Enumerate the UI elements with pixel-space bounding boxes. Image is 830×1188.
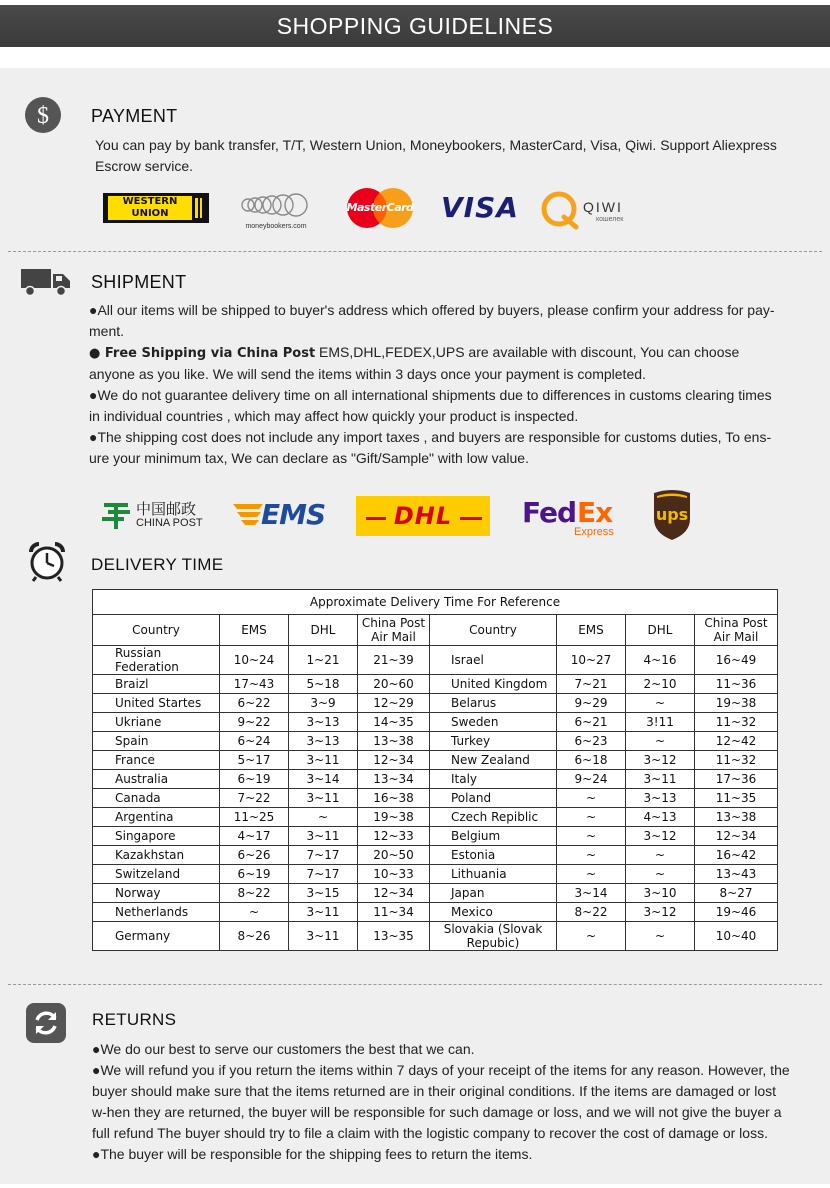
alarm-clock-icon (26, 540, 68, 582)
country-cell: Canada (93, 789, 220, 808)
china-post-cell: 11~32 (695, 713, 778, 732)
dhl-cell: 3~9 (289, 694, 358, 713)
ems-cell: ~ (557, 865, 626, 884)
country-cell: United Kingdom (430, 675, 557, 694)
returns-title: RETURNS (92, 1010, 177, 1029)
country-cell: Braizl (93, 675, 220, 694)
shipment-paragraph-1: ●All our items will be shipped to buyer's address which offered by buyers, please confirm your address for pay-ment. (89, 302, 775, 339)
dhl-cell: 3~13 (289, 713, 358, 732)
moneybookers-logo (240, 192, 312, 230)
country-cell: Poland (430, 789, 557, 808)
dhl-cell: 3~11 (289, 827, 358, 846)
dhl-cell: ~ (626, 846, 695, 865)
country-cell: Kazakhstan (93, 846, 220, 865)
ems-cell: 8~26 (220, 922, 289, 951)
ems-cell: 3~14 (557, 884, 626, 903)
header-ems: EMS (557, 615, 626, 646)
china-post-english: CHINA POST (136, 517, 203, 529)
china-post-cell: 12~29 (358, 694, 430, 713)
dhl-cell: ~ (626, 865, 695, 884)
table-row (93, 884, 778, 903)
country-cell: Italy (430, 770, 557, 789)
china-post-cell: 12~33 (358, 827, 430, 846)
qiwi-logo (540, 189, 635, 231)
header-ems: EMS (220, 615, 289, 646)
country-cell: Netherlands (93, 903, 220, 922)
dhl-cell: 3~12 (626, 751, 695, 770)
china-post-cell: 12~34 (358, 751, 430, 770)
shipment-title: SHIPMENT (91, 272, 187, 292)
header-dhl: DHL (289, 615, 358, 646)
china-post-cell: 20~60 (358, 675, 430, 694)
ems-cell: ~ (220, 903, 289, 922)
dollar-icon (24, 96, 62, 134)
ems-cell: ~ (557, 846, 626, 865)
ems-cell: ~ (557, 922, 626, 951)
visa-logo: VISA (441, 191, 519, 224)
mastercard-text: MasterCard (346, 201, 414, 214)
dhl-cell: 3~13 (626, 789, 695, 808)
china-post-chinese: 中国邮政 (136, 500, 197, 518)
ems-cell: 6~21 (557, 713, 626, 732)
header-country: Country (430, 615, 557, 646)
table-row (93, 922, 778, 951)
china-post-cell: 19~38 (358, 808, 430, 827)
returns-paragraph-3: ●The buyer will be responsible for the shipping fees to return the items. (92, 1146, 533, 1162)
shipment-paragraph-3: ●We do not guarantee delivery time on all international shipments due to differences in customs clearing times in individual countries , which may affect how quickly your product is inspected. (89, 387, 772, 424)
china-post-logo (100, 497, 212, 533)
dhl-cell: 1~21 (289, 646, 358, 675)
dhl-cell: 7~17 (289, 865, 358, 884)
table-row (93, 646, 778, 675)
country-cell: Belgium (430, 827, 557, 846)
china-post-cell: 20~50 (358, 846, 430, 865)
dhl-cell: 3~11 (289, 751, 358, 770)
china-post-cell: 17~36 (695, 770, 778, 789)
dhl-cell: 3~13 (289, 732, 358, 751)
western-union-logo (103, 193, 209, 223)
country-cell: Ukriane (93, 713, 220, 732)
dhl-cell: 3~11 (289, 903, 358, 922)
ems-cell: 6~18 (557, 751, 626, 770)
ems-cell: 8~22 (557, 903, 626, 922)
payment-title: PAYMENT (91, 106, 178, 126)
ems-cell: ~ (557, 827, 626, 846)
returns-text (92, 1039, 794, 1165)
shipment-text (89, 300, 779, 469)
dhl-cell: 3~12 (626, 903, 695, 922)
ems-cell: 9~24 (557, 770, 626, 789)
table-row (93, 827, 778, 846)
country-cell: United Startes (93, 694, 220, 713)
returns-paragraph-2: ●We will refund you if you return the items within 7 days of your receipt of the items for any reason. However, the buyer should make sure that the items returned are in their original conditions. If the items are damaged or lost w-hen they are returned, the buyer will be responsible for such damage or loss, and we will not give the buyer a full refund The buyer should try to file a claim with the logistic company to recover the cost of damage or loss. (92, 1062, 790, 1141)
china-post-cell: 11~35 (695, 789, 778, 808)
ems-cell: 6~26 (220, 846, 289, 865)
dhl-cell: ~ (626, 694, 695, 713)
dhl-cell: ~ (289, 808, 358, 827)
china-post-cell: 11~34 (358, 903, 430, 922)
ems-cell: 6~19 (220, 770, 289, 789)
china-post-cell: 16~49 (695, 646, 778, 675)
dhl-cell: 5~18 (289, 675, 358, 694)
ems-cell: 6~24 (220, 732, 289, 751)
ems-cell: 7~21 (557, 675, 626, 694)
table-row (93, 808, 778, 827)
dhl-cell: 3~11 (289, 922, 358, 951)
country-cell: Norway (93, 884, 220, 903)
ems-cell: 17~43 (220, 675, 289, 694)
china-post-cell: 10~40 (695, 922, 778, 951)
ems-cell: ~ (557, 789, 626, 808)
dhl-cell: 7~17 (289, 846, 358, 865)
country-cell: Spain (93, 732, 220, 751)
ems-cell: 9~22 (220, 713, 289, 732)
ems-cell: 11~25 (220, 808, 289, 827)
china-post-cell: 10~33 (358, 865, 430, 884)
china-post-cell: 21~39 (358, 646, 430, 675)
shipment-paragraph-4: ●The shipping cost does not include any import taxes , and buyers are responsible for customs duties, To ens-ure your minimum tax, We can declare as "Gift/Sample" with low value. (89, 429, 772, 466)
divider (8, 984, 822, 985)
china-post-cell: 14~35 (358, 713, 430, 732)
table-row (93, 789, 778, 808)
country-cell: Argentina (93, 808, 220, 827)
divider (8, 251, 822, 252)
ems-cell: 10~27 (557, 646, 626, 675)
header-china-post: China Post Air Mail (695, 615, 778, 646)
ems-cell: 6~23 (557, 732, 626, 751)
dhl-cell: 3~14 (289, 770, 358, 789)
country-cell: France (93, 751, 220, 770)
mastercard-logo (345, 187, 415, 229)
dhl-cell: ~ (626, 732, 695, 751)
dhl-cell: 3~15 (289, 884, 358, 903)
ems-cell: 6~19 (220, 865, 289, 884)
banner-title: SHOPPING GUIDELINES (276, 13, 554, 39)
western-union-line2: UNION (131, 208, 169, 219)
table-row (93, 770, 778, 789)
country-cell: Lithuania (430, 865, 557, 884)
country-cell: Turkey (430, 732, 557, 751)
header-china-post: China Post Air Mail (358, 615, 430, 646)
dhl-cell: 4~13 (626, 808, 695, 827)
dhl-text: DHL (393, 502, 453, 530)
country-cell: New Zealand (430, 751, 557, 770)
china-post-cell: 8~27 (695, 884, 778, 903)
ems-cell: 4~17 (220, 827, 289, 846)
dhl-cell: ~ (626, 922, 695, 951)
table-row (93, 903, 778, 922)
qiwi-circle-icon (540, 189, 582, 231)
country-cell: Japan (430, 884, 557, 903)
china-post-cell: 16~38 (358, 789, 430, 808)
country-cell: Czech Repiblic (430, 808, 557, 827)
china-post-cell: 12~42 (695, 732, 778, 751)
ems-cell: 5~17 (220, 751, 289, 770)
china-post-cell: 19~38 (695, 694, 778, 713)
dhl-cell: 3~10 (626, 884, 695, 903)
dhl-cell: 4~16 (626, 646, 695, 675)
fedex-logo (522, 496, 622, 540)
china-post-cell: 12~34 (358, 884, 430, 903)
china-post-cell: 11~32 (695, 751, 778, 770)
table-row (93, 846, 778, 865)
country-cell: Belarus (430, 694, 557, 713)
shipment-paragraph-2-rest: EMS,DHL,FEDEX,UPS are available with discount, You can choose anyone as you like. We will send the items within 3 days once your payment is completed. (89, 344, 740, 382)
country-cell: Sweden (430, 713, 557, 732)
delivery-title: DELIVERY TIME (91, 555, 224, 574)
dhl-cell: 3~12 (626, 827, 695, 846)
country-cell: Mexico (430, 903, 557, 922)
china-post-cell: 19~46 (695, 903, 778, 922)
country-cell: Slovakia (Slovak Repubic) (430, 922, 557, 951)
table-row (93, 865, 778, 884)
country-cell: Israel (430, 646, 557, 675)
table-row (93, 675, 778, 694)
table-row (93, 694, 778, 713)
fedex-ex-text: Ex (577, 496, 613, 529)
ups-text: ups (655, 505, 689, 524)
table-row (93, 751, 778, 770)
ems-cell: ~ (557, 808, 626, 827)
dhl-logo (356, 496, 490, 536)
qiwi-subtext: кошелек (596, 216, 624, 223)
fedex-express-text: Express (574, 526, 614, 538)
china-post-cell: 16~42 (695, 846, 778, 865)
dhl-cell: 3~11 (289, 789, 358, 808)
delivery-time-table (92, 589, 778, 951)
country-cell: Estonia (430, 846, 557, 865)
ems-cell: 6~22 (220, 694, 289, 713)
western-union-line1: WESTERN (122, 196, 178, 207)
returns-paragraph-1: ●We do our best to serve our customers the best that we can. (92, 1041, 475, 1057)
refresh-icon (25, 1002, 67, 1044)
moneybookers-rings-icon (240, 192, 312, 218)
china-post-cell: 12~34 (695, 827, 778, 846)
ems-cell: 10~24 (220, 646, 289, 675)
china-post-cell: 13~35 (358, 922, 430, 951)
country-cell: Russian Federation (93, 646, 220, 675)
china-post-cell: 13~38 (358, 732, 430, 751)
china-post-cell: 11~36 (695, 675, 778, 694)
truck-icon (20, 267, 72, 297)
free-shipping-label: ● Free Shipping via China Post (89, 346, 316, 361)
china-post-emblem-icon (100, 499, 132, 531)
header-country: Country (93, 615, 220, 646)
table-caption: Approximate Delivery Time For Reference (93, 590, 778, 615)
header-dhl: DHL (626, 615, 695, 646)
china-post-cell: 13~38 (695, 808, 778, 827)
ems-cell: 8~22 (220, 884, 289, 903)
country-cell: Australia (93, 770, 220, 789)
table-row (93, 713, 778, 732)
qiwi-text: QIWI (583, 199, 623, 215)
shipment-paragraph-2 (89, 342, 779, 385)
dhl-cell: 3~11 (626, 770, 695, 789)
china-post-cell: 13~34 (358, 770, 430, 789)
ems-text: EMS (261, 498, 326, 531)
page-banner (0, 5, 830, 47)
payment-text: You can pay by bank transfer, T/T, Western Union, Moneybookers, MasterCard, Visa, Qiwi. Support Aliexpress Escrow service. (95, 137, 777, 174)
fedex-fed-text: Fed (522, 496, 577, 529)
table-header-row (93, 615, 778, 646)
country-cell: Germany (93, 922, 220, 951)
svg-text:$: $ (37, 103, 49, 129)
dhl-cell: 2~10 (626, 675, 695, 694)
country-cell: Switzeland (93, 865, 220, 884)
dhl-cell: 3!11 (626, 713, 695, 732)
table-row (93, 732, 778, 751)
ems-logo (233, 498, 329, 532)
country-cell: Singapore (93, 827, 220, 846)
ems-cell: 9~29 (557, 694, 626, 713)
ups-logo (652, 489, 692, 541)
china-post-cell: 13~43 (695, 865, 778, 884)
moneybookers-text: moneybookers.com (245, 223, 307, 230)
ems-cell: 7~22 (220, 789, 289, 808)
